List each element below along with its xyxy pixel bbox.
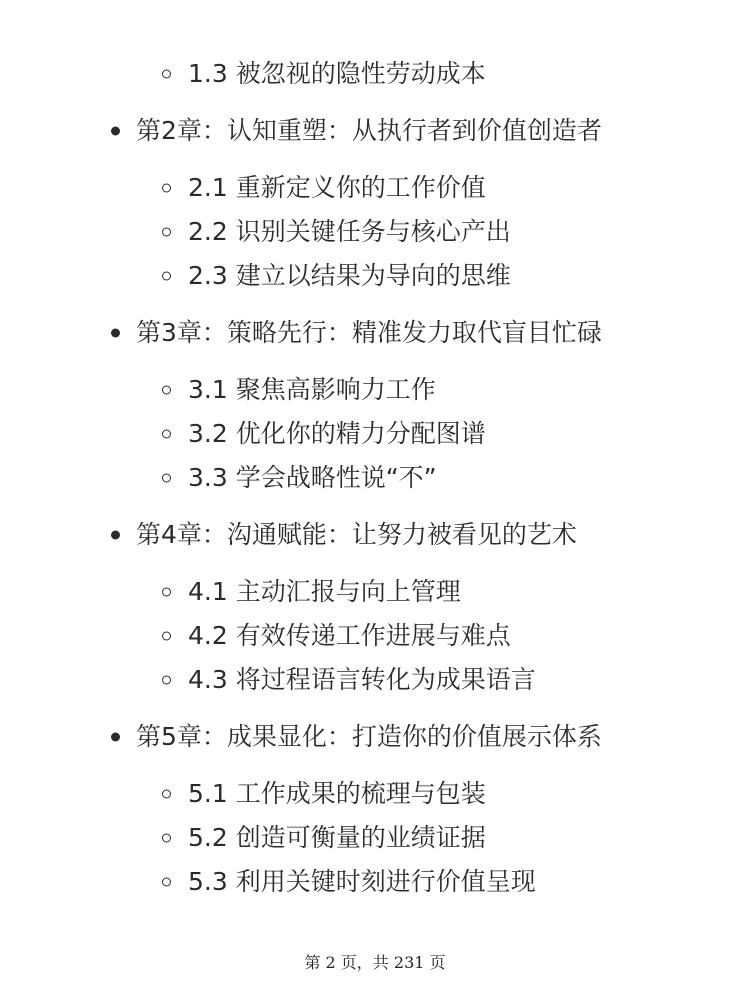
toc-item-text: 5.1 工作成果的梳理与包装	[188, 779, 486, 808]
hollow-bullet-icon	[162, 878, 171, 887]
toc-chapter-item[interactable]	[0, 311, 750, 355]
toc-item-text: 2.3 建立以结果为导向的思维	[188, 261, 511, 290]
toc-item-text: 3.3 学会战略性说“不”	[188, 463, 437, 492]
hollow-bullet-icon	[162, 70, 171, 79]
toc-chapter-item[interactable]	[0, 715, 750, 759]
toc-section-item[interactable]	[0, 412, 750, 456]
toc-item-text: 2.2 识别关键任务与核心产出	[188, 217, 511, 246]
toc-item-text: 5.3 利用关键时刻进行价值呈现	[188, 867, 536, 896]
toc-section-item[interactable]	[0, 860, 750, 904]
hollow-bullet-icon	[162, 474, 171, 483]
toc-chapter-item[interactable]	[0, 513, 750, 557]
toc-section-item[interactable]	[0, 772, 750, 816]
toc-section-item[interactable]	[0, 614, 750, 658]
toc-item-text: 3.2 优化你的精力分配图谱	[188, 419, 486, 448]
toc-item-text: 第2章：认知重塑：从执行者到价值创造者	[136, 116, 602, 145]
hollow-bullet-icon	[162, 632, 171, 641]
hollow-bullet-icon	[162, 834, 171, 843]
filled-bullet-icon	[111, 531, 120, 540]
toc-item-text: 4.3 将过程语言转化为成果语言	[188, 665, 536, 694]
toc-item-text: 第5章：成果显化：打造你的价值展示体系	[136, 722, 602, 751]
hollow-bullet-icon	[162, 228, 171, 237]
page-number-footer: 第 2 页，共 231 页	[304, 953, 446, 972]
toc-section-item[interactable]	[0, 658, 750, 702]
toc-section-item[interactable]	[0, 570, 750, 614]
toc-section-item[interactable]	[0, 456, 750, 500]
hollow-bullet-icon	[162, 184, 171, 193]
filled-bullet-icon	[111, 733, 120, 742]
toc-section-item[interactable]	[0, 166, 750, 210]
toc-section-item[interactable]	[0, 52, 750, 96]
toc-section-item[interactable]	[0, 368, 750, 412]
hollow-bullet-icon	[162, 272, 171, 281]
toc-item-text: 第4章：沟通赋能：让努力被看见的艺术	[136, 520, 577, 549]
toc-section-item[interactable]	[0, 210, 750, 254]
toc-item-text: 第3章：策略先行：精准发力取代盲目忙碌	[136, 318, 602, 347]
filled-bullet-icon	[111, 127, 120, 136]
toc-chapter-item[interactable]	[0, 109, 750, 153]
hollow-bullet-icon	[162, 676, 171, 685]
hollow-bullet-icon	[162, 386, 171, 395]
toc-section-item[interactable]	[0, 816, 750, 860]
toc-item-text: 4.1 主动汇报与向上管理	[188, 577, 461, 606]
toc-item-text: 1.3 被忽视的隐性劳动成本	[188, 59, 486, 88]
toc-item-text: 3.1 聚焦高影响力工作	[188, 375, 436, 404]
toc-item-text: 5.2 创造可衡量的业绩证据	[188, 823, 486, 852]
toc-item-text: 2.1 重新定义你的工作价值	[188, 173, 486, 202]
toc-section-item[interactable]	[0, 254, 750, 298]
hollow-bullet-icon	[162, 588, 171, 597]
hollow-bullet-icon	[162, 430, 171, 439]
table-of-contents	[0, 52, 750, 904]
filled-bullet-icon	[111, 329, 120, 338]
hollow-bullet-icon	[162, 790, 171, 799]
toc-item-text: 4.2 有效传递工作进展与难点	[188, 621, 511, 650]
